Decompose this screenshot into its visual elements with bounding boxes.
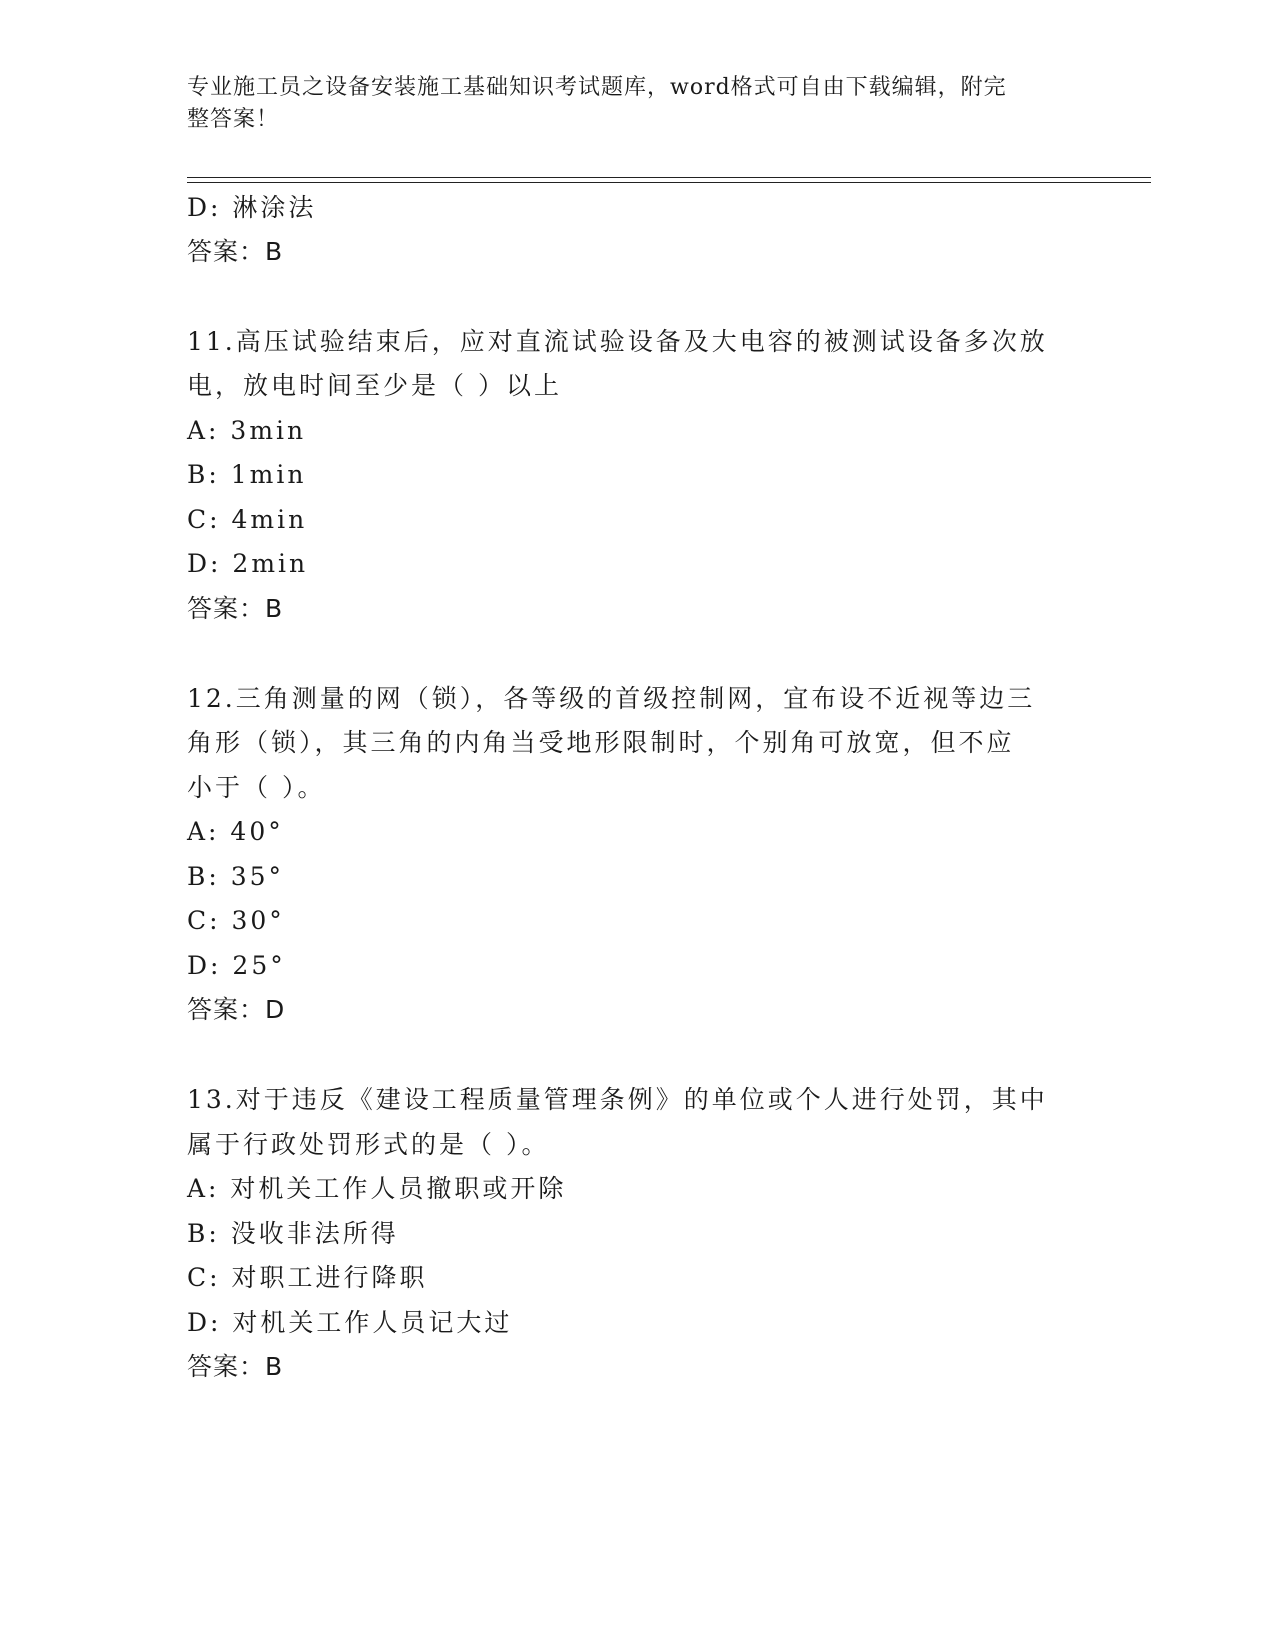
q11-option-c: C: 4min [187, 505, 308, 534]
q12-answer: 答案：D [187, 995, 286, 1024]
q13-option-a: A: 对机关工作人员撤职或开除 [187, 1174, 567, 1203]
document-header [187, 72, 1067, 136]
prev-answer: 答案：B [187, 237, 284, 266]
header-divider-bottom [187, 182, 1151, 183]
header-divider-top [187, 177, 1151, 178]
q11-option-b: B: 1min [187, 460, 307, 489]
prev-option-d: D: 淋涂法 [187, 193, 317, 222]
header-line-2: 整答案！ [187, 107, 280, 132]
q12-option-d: D: 25° [187, 951, 286, 980]
q12-stem-line-1: 12.三角测量的网（锁），各等级的首级控制网，宜布设不近视等边三 [187, 684, 1036, 713]
q12-option-a: A: 40° [187, 817, 284, 846]
q11-option-a: A: 3min [187, 416, 307, 445]
q11-stem-line-2: 电，放电时间至少是（ ）以上 [187, 371, 562, 400]
q12-stem-line-2: 角形（锁），其三角的内角当受地形限制时，个别角可放宽，但不应 [187, 728, 1015, 757]
q12-stem-line-3: 小于（ ）。 [187, 773, 326, 802]
q13-option-b: B: 没收非法所得 [187, 1219, 399, 1248]
q11-option-d: D: 2min [187, 549, 309, 578]
q13-answer: 答案：B [187, 1352, 284, 1381]
q13-option-d: D: 对机关工作人员记大过 [187, 1308, 513, 1337]
q11-stem-line-1: 11.高压试验结束后，应对直流试验设备及大电容的被测试设备多次放 [187, 327, 1048, 356]
q13-stem-line-2: 属于行政处罚形式的是（ ）。 [187, 1130, 550, 1159]
q12-option-c: C: 30° [187, 906, 285, 935]
q13-stem-line-1: 13.对于违反《建设工程质量管理条例》的单位或个人进行处罚，其中 [187, 1085, 1048, 1114]
q12-option-b: B: 35° [187, 862, 285, 891]
q11-answer: 答案：B [187, 594, 284, 623]
header-line-1: 专业施工员之设备安装施工基础知识考试题库，word格式可自由下载编辑，附完 [187, 75, 1007, 100]
q13-option-c: C: 对职工进行降职 [187, 1263, 428, 1292]
